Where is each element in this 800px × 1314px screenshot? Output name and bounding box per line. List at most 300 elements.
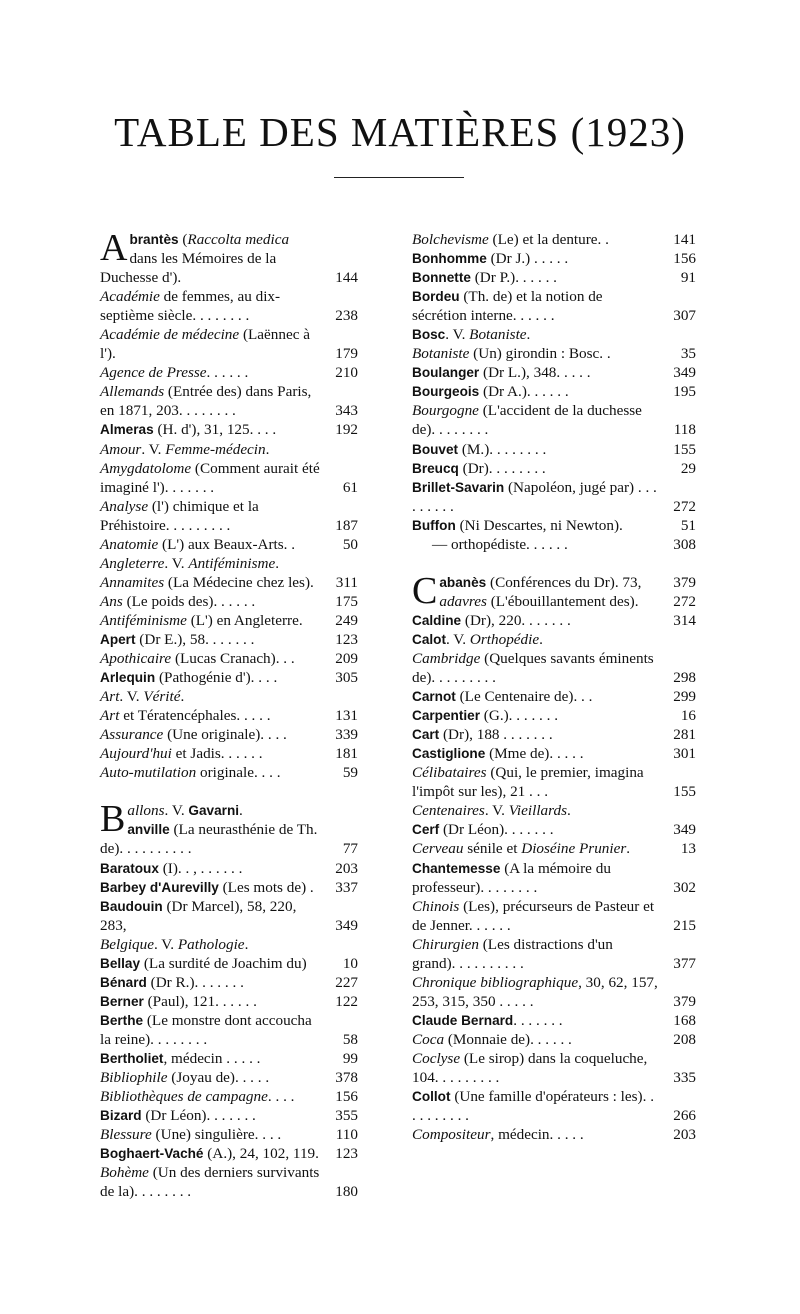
entry-text	[100, 1049, 320, 1068]
entry-reference: Femme-médecin	[165, 440, 266, 458]
entry-text	[100, 1144, 320, 1163]
entry-heading: brantès	[129, 232, 179, 247]
entry-detail: . . . .	[267, 1088, 295, 1106]
entry-text	[412, 1030, 658, 1049]
entry-text	[100, 535, 320, 554]
page-number: 203	[673, 1126, 696, 1144]
page-number: 13	[680, 840, 696, 858]
entry-heading: Bibliothèques de campagne	[100, 1088, 268, 1106]
entry-detail: (Qui, le premier, imagina l'impôt sur les), 21 . . .	[412, 764, 644, 801]
entry-heading: Bonnette	[412, 270, 471, 286]
page-number: 61	[342, 478, 358, 496]
page-number: 299	[673, 688, 696, 706]
page-number: 377	[673, 954, 696, 972]
page-number: 181	[335, 745, 358, 763]
entry-text	[412, 839, 658, 858]
entry-text	[412, 459, 658, 478]
entry-heading: Auto-mutilation	[100, 764, 197, 782]
index-entry	[412, 287, 696, 325]
entry-heading: Baudouin	[100, 898, 163, 914]
entry-text	[412, 535, 658, 554]
entry-detail: sénile et	[463, 840, 522, 858]
page-number: 335	[673, 1069, 696, 1087]
index-entry	[412, 478, 696, 516]
entry-detail: (Une originale). . . .	[163, 726, 287, 744]
entry-detail: (Lucas Cranach). . .	[171, 650, 295, 668]
page-number: 249	[335, 611, 358, 629]
entry-detail: (Conférences du Dr). 73,	[486, 573, 642, 591]
index-entry	[100, 420, 358, 439]
page-number: 35	[680, 345, 696, 363]
entry-text	[100, 382, 320, 420]
index-entry	[412, 516, 696, 535]
entry-detail: (A.), 24, 102, 119.	[203, 1145, 319, 1163]
entry-heading: Barbey d'Aurevilly	[100, 879, 219, 895]
index-entry	[412, 592, 696, 611]
entry-heading: Blessure	[100, 1126, 152, 1144]
entry-heading: Collot	[412, 1089, 451, 1105]
page-title: TABLE DES MATIÈRES (1923)	[114, 109, 686, 155]
page-number: 16	[680, 707, 696, 725]
entry-text	[100, 935, 320, 954]
page-number: 91	[680, 269, 696, 287]
index-entry	[412, 401, 696, 439]
entry-heading: Bourgogne	[412, 402, 479, 420]
entry-reference: Gavarni	[188, 803, 240, 819]
index-entry	[100, 1049, 358, 1068]
entry-detail: (L') aux Beaux-Arts. .	[158, 535, 296, 553]
page-number: 50	[342, 535, 358, 553]
index-entry	[412, 1049, 696, 1087]
page-number: 272	[673, 592, 696, 610]
index-entry	[100, 573, 358, 592]
entry-text	[100, 649, 320, 668]
entry-text	[412, 325, 658, 344]
entry-text	[100, 992, 320, 1011]
entry-text	[412, 230, 658, 249]
entry-heading: Allemands	[100, 383, 165, 401]
entry-detail: (Dr Léon). . . . . . .	[141, 1107, 256, 1125]
entry-detail: (l') chimique et la Préhistoire. . . . . . . . .	[100, 497, 259, 534]
entry-heading: Cambridge	[412, 649, 481, 667]
entry-text	[100, 497, 320, 535]
entry-detail: . V.	[164, 802, 189, 820]
left-column	[100, 227, 358, 1201]
page-number: 210	[335, 364, 358, 382]
page-number: 192	[335, 421, 358, 439]
entry-heading: Bellay	[100, 955, 141, 971]
entry-heading: Claude Bernard	[412, 1012, 514, 1028]
entry-detail: .	[265, 440, 270, 458]
page-number: 339	[335, 726, 358, 744]
index-entry	[100, 897, 358, 935]
page-number: 59	[342, 764, 358, 782]
entry-heading: adavres	[439, 592, 487, 610]
entry-detail: (Dr). . . . . . . .	[458, 459, 546, 477]
entry-detail: (Entrée des) dans Paris, en 1871, 203. . . . . . . .	[100, 383, 312, 420]
entry-detail: . V.	[119, 688, 144, 706]
entry-detail: (Un des derniers survivants de la). . . . . . . .	[100, 1164, 320, 1201]
entry-detail: (G.). . . . . . .	[480, 707, 559, 725]
entry-text	[412, 382, 658, 401]
entry-heading: Caldine	[412, 612, 462, 628]
index-entry	[100, 859, 358, 878]
page-number: 118	[673, 421, 696, 439]
entry-detail: (Comment aurait été imaginé l'). . . . . . .	[100, 459, 320, 496]
page-number: 10	[342, 954, 358, 972]
entry-text	[100, 573, 320, 592]
entry-heading: Boghaert-Vaché	[100, 1146, 204, 1162]
index-entry	[100, 459, 358, 497]
entry-text	[100, 420, 320, 439]
page-number: 175	[335, 592, 358, 610]
entry-heading: Agence de Presse	[100, 364, 207, 382]
index-entry	[412, 459, 696, 478]
entry-detail: (Monnaie de). . . . . .	[444, 1030, 572, 1048]
page-number: 355	[335, 1107, 358, 1125]
entry-heading: Bouvet	[412, 441, 459, 457]
index-entry	[412, 535, 696, 554]
page-number: 349	[335, 916, 358, 934]
index-entry	[100, 725, 358, 744]
page-number: 110	[335, 1126, 358, 1144]
page-number: 168	[673, 1011, 696, 1029]
entry-text	[100, 440, 320, 459]
entry-detail: (Paul), 121. . . . . .	[143, 992, 257, 1010]
entry-text	[100, 554, 320, 573]
page-number: 141	[673, 231, 696, 248]
entry-text	[100, 820, 320, 858]
page-number: 266	[673, 1107, 696, 1125]
page-number: 281	[673, 726, 696, 744]
index-entry	[100, 1068, 358, 1087]
entry-detail: (La surdité de Joachim du)	[140, 954, 307, 972]
entry-heading: Bertholiet	[100, 1050, 164, 1066]
entry-detail: et Tératencéphales. . . . .	[119, 707, 271, 725]
page-number: 77	[342, 840, 358, 858]
entry-heading: Antiféminisme	[100, 611, 187, 629]
index-entry	[412, 935, 696, 973]
index-entry	[412, 973, 696, 1011]
index-entry	[412, 859, 696, 897]
page-number: 144	[335, 269, 358, 287]
entry-detail: (L') en Angleterre.	[186, 611, 303, 629]
entry-detail: . V.	[445, 630, 470, 648]
index-entry	[412, 649, 696, 687]
page-number: 155	[673, 783, 696, 801]
entry-detail: (Le sirop) dans la coqueluche, 104. . . . . . . . .	[412, 1049, 648, 1087]
page-number: 209	[335, 650, 358, 668]
page-number: 187	[335, 516, 358, 534]
page-number: 51	[680, 516, 696, 534]
entry-text	[100, 763, 320, 782]
page-number: 179	[335, 345, 358, 363]
entry-detail: — orthopédiste. . . . . .	[432, 535, 568, 553]
entry-heading: Bibliophile	[100, 1069, 168, 1087]
title-divider	[334, 177, 464, 178]
entry-heading: Académie	[100, 288, 160, 306]
entry-detail: (Dr R.). . . . . . .	[146, 973, 244, 991]
index-entry	[100, 325, 358, 363]
entry-text	[412, 897, 658, 935]
entry-text	[100, 1163, 320, 1201]
entry-text	[412, 268, 658, 287]
entry-heading: Arlequin	[100, 670, 156, 686]
page-number: 99	[342, 1049, 358, 1067]
entry-text	[100, 287, 320, 325]
index-entry	[412, 1011, 696, 1030]
entry-heading: Bénard	[100, 974, 147, 990]
index-entry	[412, 1030, 696, 1049]
entry-reference: Vieillards	[508, 802, 567, 820]
index-entry	[100, 227, 358, 287]
entry-detail: . V.	[445, 326, 470, 344]
entry-detail: de femmes, au dix-septième siècle. . . . . . . .	[100, 288, 281, 325]
entry-text	[412, 630, 658, 649]
entry-detail: (Une) singulière. . . .	[151, 1126, 282, 1144]
entry-detail: (Dr P.). . . . . .	[470, 269, 557, 287]
page-number: 305	[335, 669, 358, 687]
index-entry	[100, 935, 358, 954]
page-number: 298	[673, 669, 696, 687]
entry-text	[412, 687, 658, 706]
entry-detail: .	[626, 840, 631, 858]
entry-detail: (Le monstre dont accoucha la reine). . . . . . . .	[100, 1011, 312, 1048]
entry-text	[100, 363, 320, 382]
index-entry	[100, 1125, 358, 1144]
entry-heading: Botaniste	[412, 345, 470, 363]
page-number: 272	[673, 497, 696, 515]
entry-detail: (Dr A.). . . . . .	[479, 383, 569, 401]
index-entry	[412, 763, 696, 801]
entry-detail: , médecin . . . . .	[163, 1049, 261, 1067]
entry-text	[100, 1087, 320, 1106]
entry-text	[100, 1068, 320, 1087]
page-number: 180	[335, 1183, 358, 1201]
entry-text	[412, 725, 658, 744]
entry-detail: originale. . . .	[196, 764, 281, 782]
index-entry	[100, 649, 358, 668]
entry-heading: Coclyse	[412, 1049, 461, 1067]
index-entry	[100, 668, 358, 687]
entry-detail: (I). . , . . . . . .	[158, 859, 243, 877]
index-entry	[412, 630, 696, 649]
entry-text	[412, 1087, 658, 1125]
entry-heading: Angleterre	[100, 554, 165, 572]
entry-text	[100, 878, 320, 897]
entry-detail: (Dr E.), 58. . . . . . .	[135, 630, 255, 648]
entry-heading: Ans	[100, 592, 123, 610]
entry-heading: Bourgeois	[412, 384, 480, 400]
entry-heading: Aujourd'hui	[100, 745, 172, 763]
entry-detail: (Une famille d'opérateurs : les). . . . . . . . . .	[412, 1088, 654, 1125]
index-entry	[100, 973, 358, 992]
entry-heading: Bordeu	[412, 289, 460, 305]
entry-text	[412, 363, 658, 382]
entry-detail: . . . . . .	[206, 364, 249, 382]
page-number: 238	[335, 307, 358, 325]
entry-detail: (Le poids des). . . . . .	[122, 592, 256, 610]
entry-heading: Breucq	[412, 460, 459, 476]
page-number: 349	[673, 364, 696, 382]
entry-text	[412, 935, 658, 973]
entry-heading: Calot	[412, 631, 446, 647]
index-entry	[412, 440, 696, 459]
index-entry	[412, 249, 696, 268]
index-entry	[100, 706, 358, 725]
index-entry	[100, 497, 358, 535]
right-column	[412, 230, 696, 1144]
page-number: 349	[673, 821, 696, 839]
index-entry	[100, 878, 358, 897]
entry-heading: Cart	[412, 727, 440, 743]
entry-detail: (Napoléon, jugé par) . . . . . . . . .	[412, 478, 657, 515]
entry-heading: Art	[100, 707, 120, 725]
entry-detail: (Les), précurseurs de Pasteur et de Jenner. . . . . .	[412, 897, 655, 934]
entry-detail: (Les distractions d'un grand). . . . . . . . . .	[412, 935, 613, 972]
index-entry	[412, 687, 696, 706]
entry-detail: (La neurasthénie de Th. de). . . . . . . . . .	[100, 821, 318, 858]
index-entry	[100, 630, 358, 649]
entry-text	[412, 706, 658, 725]
index-entry	[100, 744, 358, 763]
entry-heading: Cerf	[412, 822, 440, 838]
entry-detail: et Jadis. . . . . .	[171, 745, 263, 763]
entry-heading: Chirurgien	[412, 935, 479, 953]
page-number: 123	[335, 630, 358, 648]
entry-detail: (A la mémoire du professeur). . . . . . . .	[412, 859, 611, 896]
entry-reference: Antiféminisme	[188, 554, 276, 572]
entry-heading: Baratoux	[100, 860, 159, 876]
entry-detail: . V.	[484, 802, 509, 820]
entry-text	[100, 325, 320, 363]
entry-text	[100, 611, 320, 630]
entry-detail: (Joyau de). . . . .	[167, 1069, 270, 1087]
entry-text	[100, 954, 320, 973]
entry-heading: Berthe	[100, 1012, 144, 1028]
entry-heading: Compositeur	[412, 1126, 491, 1144]
entry-heading: Chronique bibliographique	[412, 973, 579, 991]
entry-heading: Castiglione	[412, 746, 486, 762]
page-number: 301	[673, 745, 696, 763]
index-entry	[412, 325, 696, 344]
index-entry	[412, 820, 696, 839]
index-entry	[100, 1087, 358, 1106]
entry-text	[100, 687, 320, 706]
page-number: 58	[342, 1030, 358, 1048]
entry-detail: (Le Centenaire de). . .	[455, 688, 593, 706]
entry-heading: Apothicaire	[100, 650, 172, 668]
entry-heading: Berner	[100, 993, 144, 1009]
index-entry	[412, 706, 696, 725]
index-entry	[100, 1163, 358, 1201]
entry-heading: Bonhomme	[412, 251, 487, 267]
index-entry	[412, 363, 696, 382]
entry-heading: Apert	[100, 631, 136, 647]
entry-detail: (Dr), 188 . . . . . . .	[439, 726, 553, 744]
entry-reference: Pathologie	[177, 935, 245, 953]
index-entry	[100, 1106, 358, 1125]
entry-detail: . V.	[153, 935, 178, 953]
entry-detail: . V.	[164, 554, 189, 572]
entry-detail: (Dr Léon). . . . . . .	[439, 821, 554, 839]
drop-cap: C	[412, 569, 438, 612]
entry-reference: Botaniste	[469, 326, 527, 344]
index-entry	[100, 687, 358, 706]
index-entry	[100, 592, 358, 611]
entry-text	[412, 973, 658, 1011]
index-entry	[100, 611, 358, 630]
index-entry	[100, 440, 358, 459]
entry-detail: (Les mots de) .	[218, 878, 314, 896]
page-number: 155	[673, 440, 696, 458]
entry-detail: .	[239, 802, 243, 820]
entry-detail: (H. d'), 31, 125. . . .	[153, 421, 277, 439]
entry-detail: (Mme de). . . . .	[485, 745, 584, 763]
page-number: 378	[335, 1069, 358, 1087]
entry-detail: (Pathogénie d'). . . .	[155, 669, 278, 687]
entry-heading: Buffon	[412, 517, 456, 533]
index-entry	[412, 1125, 696, 1144]
index-entry	[100, 763, 358, 782]
entry-detail: , médecin. . . . .	[490, 1126, 584, 1144]
entry-heading: Chantemesse	[412, 860, 501, 876]
entry-heading: Anatomie	[100, 535, 159, 553]
entry-text	[412, 1049, 658, 1087]
entry-detail: . V.	[141, 440, 166, 458]
page-number: 302	[673, 878, 696, 896]
index-entry	[412, 897, 696, 935]
entry-reference: Raccolta medica	[187, 231, 290, 248]
entry-detail: .	[566, 802, 571, 820]
entry-detail: (Un) girondin : Bosc. .	[469, 345, 611, 363]
page-number: 308	[673, 535, 696, 553]
entry-reference: Orthopédie	[469, 630, 540, 648]
index-entry	[412, 344, 696, 363]
entry-text	[100, 744, 320, 763]
entry-text	[100, 1106, 320, 1125]
index-entry	[100, 954, 358, 973]
index-entry	[100, 992, 358, 1011]
entry-detail: (Dr L.), 348. . . . .	[479, 364, 591, 382]
entry-text	[100, 668, 320, 687]
entry-detail: (Dr J.) . . . . .	[486, 250, 569, 268]
drop-cap: A	[100, 227, 128, 269]
entry-heading: Carpentier	[412, 708, 480, 724]
entry-detail: .	[180, 688, 185, 706]
page-number: 215	[673, 916, 696, 934]
entry-heading: Belgique	[100, 935, 154, 953]
index-entry	[412, 382, 696, 401]
entry-text	[412, 440, 658, 459]
entry-heading: Art	[100, 688, 120, 706]
index-entry	[100, 363, 358, 382]
index-entry	[412, 230, 696, 249]
entry-text	[412, 478, 658, 516]
page-number: 314	[673, 611, 696, 629]
index-entry	[100, 1011, 358, 1049]
entry-text	[412, 859, 658, 897]
entry-detail: (Quelques savants éminents de). . . . . . . . .	[412, 649, 654, 687]
entry-detail: (	[178, 231, 188, 248]
entry-detail: (Dr Marcel), 58, 220, 283,	[100, 897, 297, 934]
entry-text	[412, 592, 658, 611]
entry-heading: Coca	[412, 1030, 445, 1048]
entry-heading: Bohème	[100, 1164, 149, 1182]
entry-text	[100, 973, 320, 992]
entry-text	[100, 706, 320, 725]
entry-text	[100, 630, 320, 649]
